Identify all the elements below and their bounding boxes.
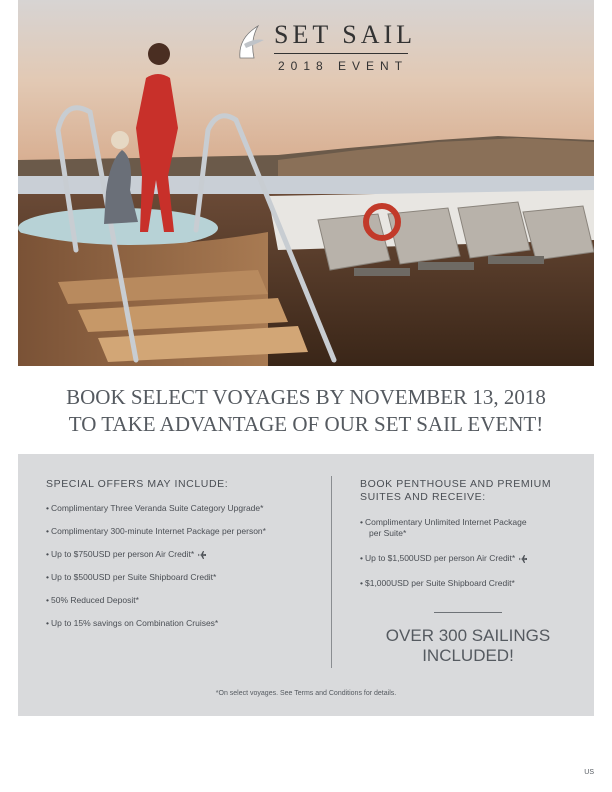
offer-item: • Complimentary Three Veranda Suite Category Upgrade* [46, 503, 264, 513]
premium-suites-title: BOOK PENTHOUSE AND PREMIUM SUITES AND RECEIVE: [360, 478, 552, 503]
brand-rule [274, 53, 408, 54]
airplane-icon [197, 550, 207, 560]
brand-title: SET SAIL [274, 20, 417, 49]
offer-item: • 50% Reduced Deposit* [46, 595, 139, 605]
sail-emblem-icon [236, 24, 266, 60]
headline-line-2: TO TAKE ADVANTAGE OF OUR SET SAIL EVENT! [68, 412, 544, 436]
offer-item: • Complimentary Unlimited Internet Package per Suite* [360, 517, 527, 538]
premium-suites-column [360, 478, 580, 603]
offer-item: • Up to $750USD per person Air Credit* [46, 549, 326, 560]
special-offers-column [46, 478, 326, 641]
offer-item: • Up to $1,500USD per person Air Credit* [360, 553, 580, 564]
column-divider [331, 476, 332, 668]
offer-item: • Up to $500USD per Suite Shipboard Credit* [46, 572, 217, 582]
headline-line-1: BOOK SELECT VOYAGES BY NOVEMBER 13, 2018 [66, 385, 546, 409]
special-offers-title: SPECIAL OFFERS MAY INCLUDE: [46, 478, 229, 490]
terms-footnote: *On select voyages. See Terms and Conditions for details. [215, 690, 397, 697]
offer-item: • $1,000USD per Suite Shipboard Credit* [360, 578, 515, 588]
offers-panel [18, 454, 594, 716]
set-sail-logo [236, 20, 417, 73]
brand-subtitle: 2018 EVENT [278, 59, 409, 73]
offer-item: • Up to 15% savings on Combination Cruises* [46, 618, 219, 628]
sailings-callout: OVER 300 SAILINGS INCLUDED! [385, 626, 551, 665]
region-code: US [584, 769, 594, 776]
hero-photo [18, 0, 594, 366]
sailings-rule [434, 612, 502, 613]
headline [18, 384, 594, 438]
airplane-icon [518, 554, 528, 564]
offer-item: • Complimentary 300-minute Internet Package per person* [46, 526, 266, 536]
